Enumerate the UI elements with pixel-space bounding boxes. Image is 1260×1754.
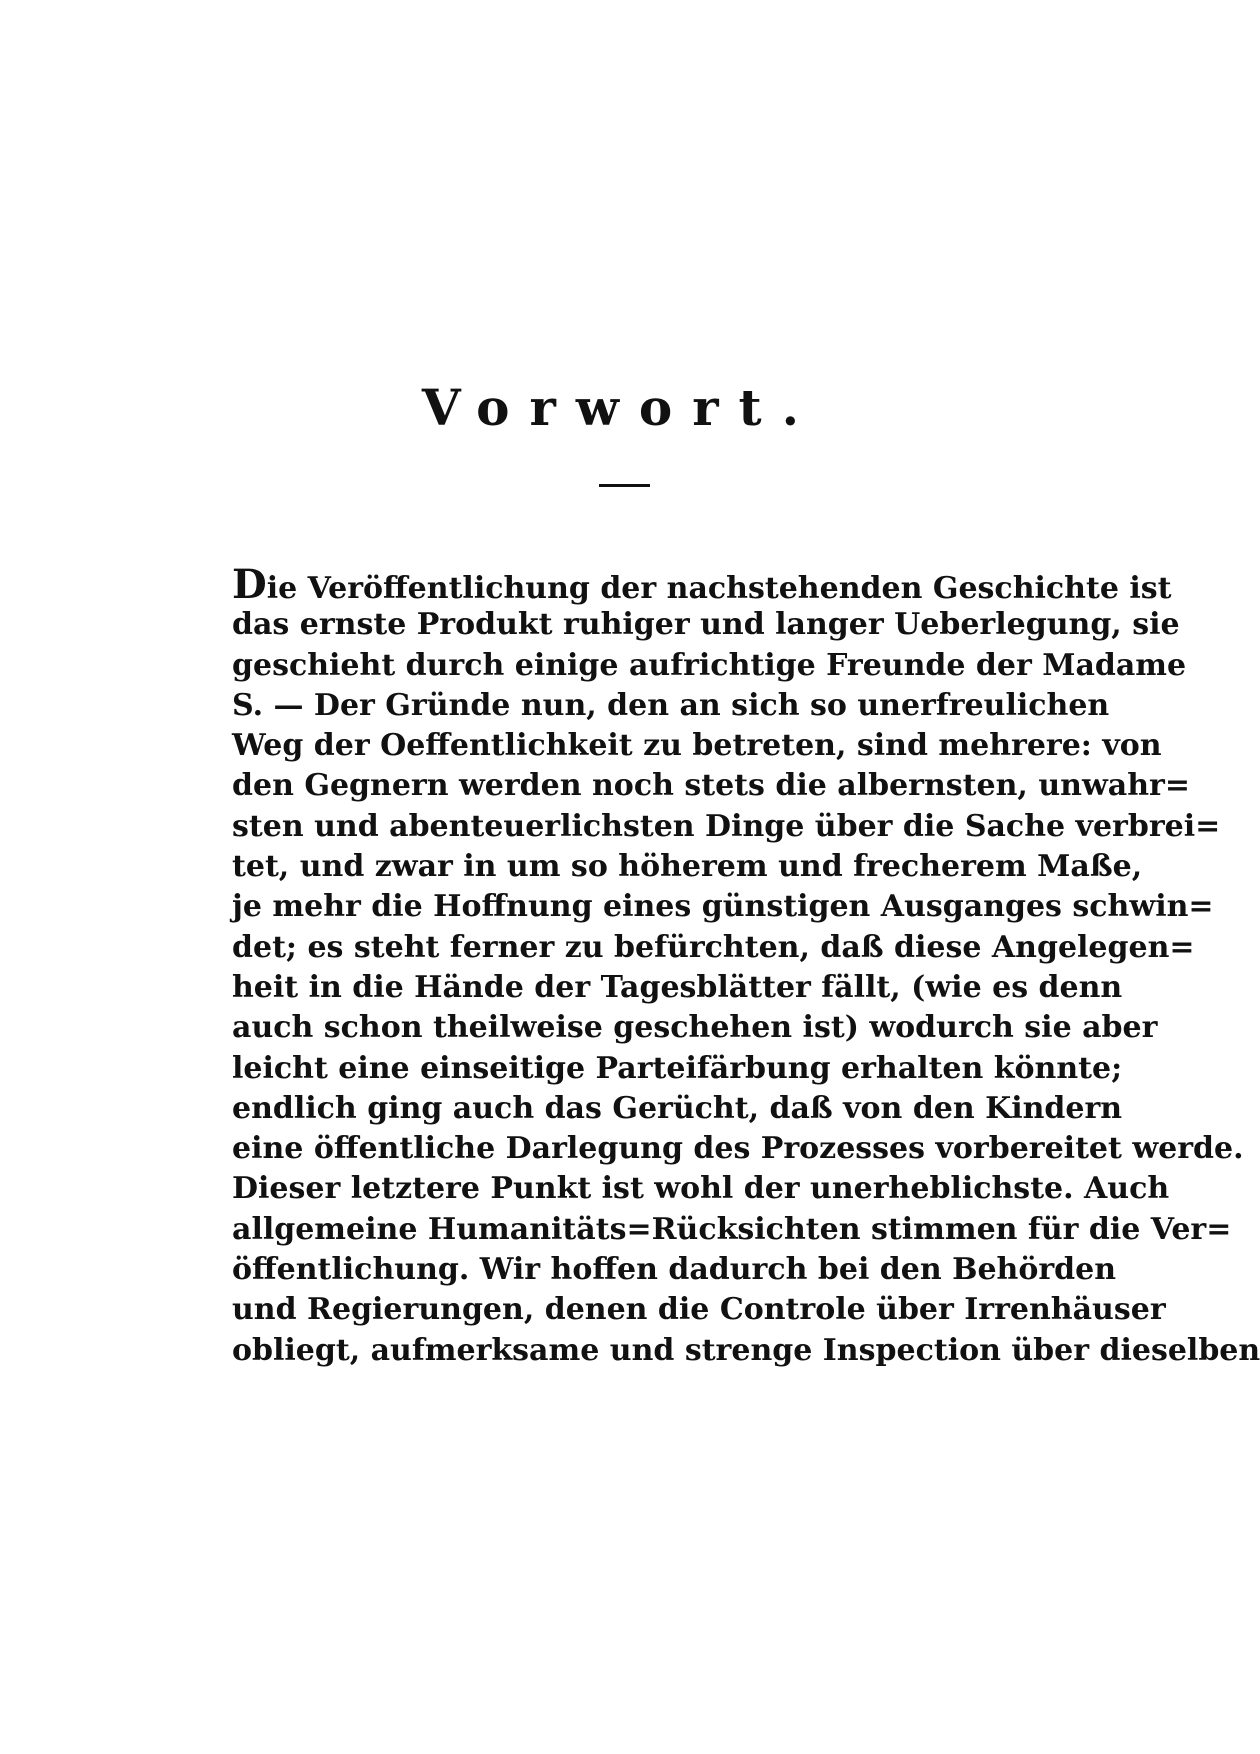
text-line: allgemeine Humanitäts=Rücksichten stimmen für die Ver= xyxy=(232,1211,1232,1247)
text-line: den Gegnern werden noch stets die albernsten, unwahr= xyxy=(232,768,1190,804)
body-paragraph xyxy=(232,561,1260,1371)
text-line: Dieser letztere Punkt ist wohl der unerheblichste. Auch xyxy=(232,1171,1170,1207)
text-line: det; es steht ferner zu befürchten, daß diese Angelegen= xyxy=(232,929,1195,965)
text-line: heit in die Hände der Tagesblätter fällt, (wie es denn xyxy=(232,969,1123,1005)
text-line: Die Veröffentlichung der nachstehenden Geschichte ist xyxy=(232,561,1172,608)
page-title: Vorwort. xyxy=(421,378,820,437)
text-line: öffentlichung. Wir hoffen dadurch bei den Behörden xyxy=(232,1252,1117,1288)
text-line: obliegt, aufmerksame und strenge Inspection über dieselben xyxy=(232,1332,1260,1368)
text-line: tet, und zwar in um so höherem und frecherem Maße, xyxy=(232,849,1143,885)
text-line: das ernste Produkt ruhiger und langer Ueberlegung, sie xyxy=(232,607,1180,643)
text-line: je mehr die Hoffnung eines günstigen Ausganges schwin= xyxy=(232,889,1214,925)
text-line: leicht eine einseitige Parteifärbung erhalten könnte; xyxy=(232,1050,1123,1086)
text-line: S. — Der Gründe nun, den an sich so unerfreulichen xyxy=(232,687,1110,723)
text-line: eine öffentliche Darlegung des Prozesses vorbereitet werde. xyxy=(232,1131,1244,1167)
text-line: sten und abenteuerlichsten Dinge über die Sache verbrei= xyxy=(232,808,1221,844)
title-divider xyxy=(599,484,650,487)
text-line: und Regierungen, denen die Controle über Irrenhäuser xyxy=(232,1292,1166,1328)
text-line: endlich ging auch das Gerücht, daß von den Kindern xyxy=(232,1090,1123,1126)
text-line: Weg der Oeffentlichkeit zu betreten, sind mehrere: von xyxy=(232,728,1162,764)
text-line: auch schon theilweise geschehen ist) wodurch sie aber xyxy=(232,1010,1158,1046)
text-line: geschieht durch einige aufrichtige Freunde der Madame xyxy=(232,647,1187,683)
